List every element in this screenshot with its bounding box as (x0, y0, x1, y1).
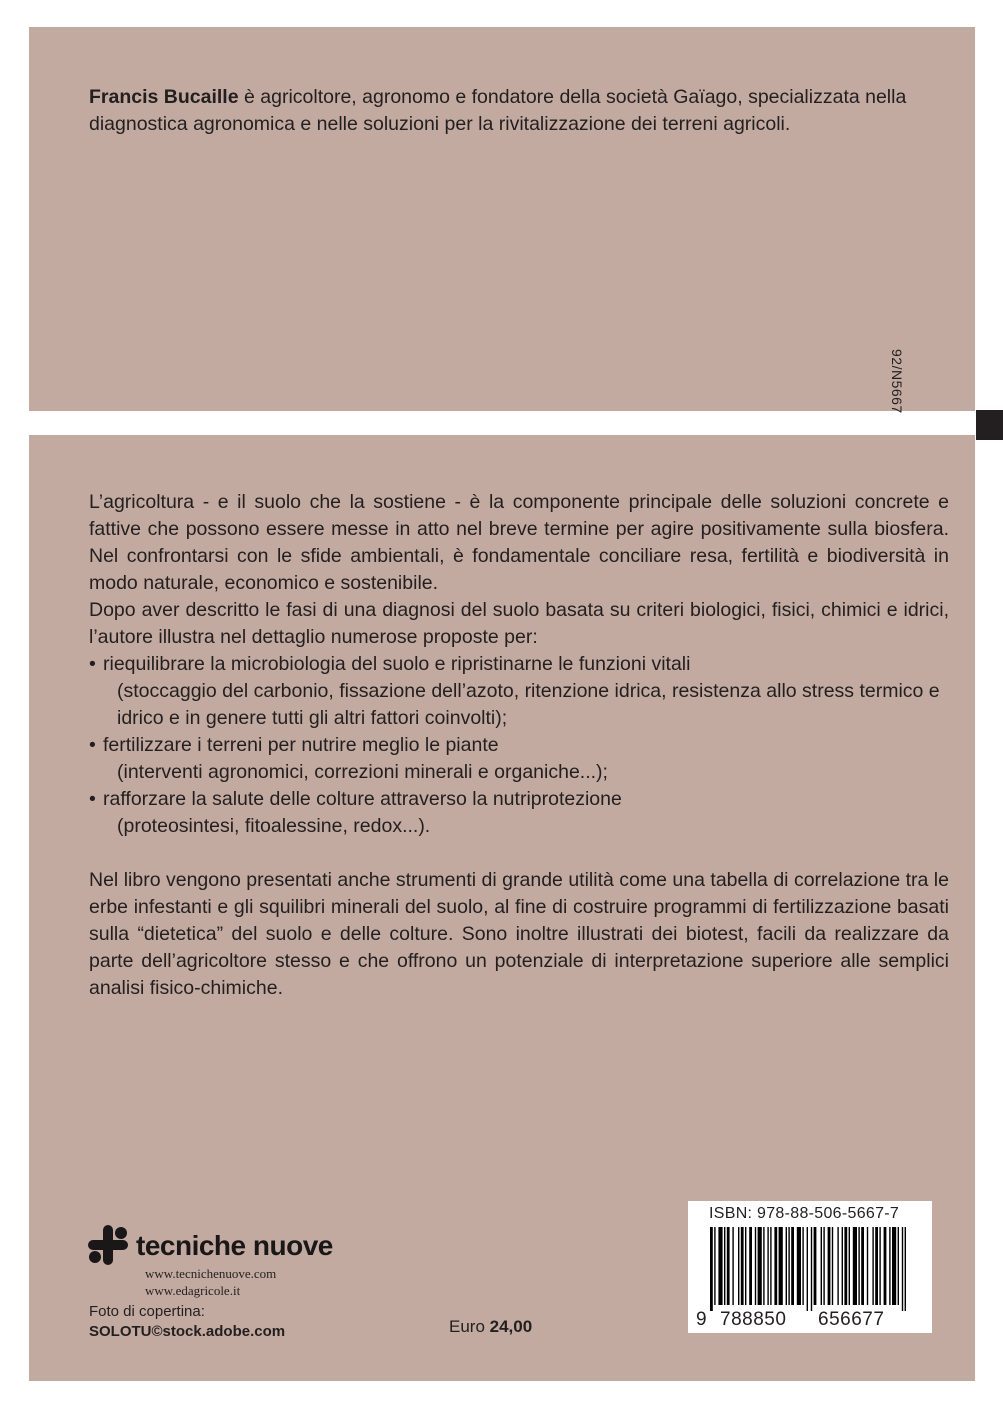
price-value: 24,00 (489, 1317, 533, 1336)
bullet-title: fertilizzare i terreni per nutrire meglio le piante (103, 734, 499, 756)
price-label: Euro (449, 1317, 490, 1336)
credits-source: SOLOTU©stock.adobe.com (89, 1323, 286, 1340)
publisher-url-1: www.tecnichenuove.com (145, 1266, 277, 1281)
bullet-detail: (proteosintesi, fitoalessine, redox...). (117, 815, 431, 837)
list-item (89, 732, 949, 786)
author-bio (89, 84, 929, 138)
description-paragraph-2: Dopo aver descritto le fasi di una diagnosi del suolo basata su criteri biologici, fisici, chimici e idrici, l’autore illustra nel dettaglio numerose proposte per: (89, 599, 949, 648)
bullet-icon: • (89, 734, 96, 756)
bullet-icon: • (89, 788, 96, 810)
list-item (89, 786, 949, 840)
publisher-url-2: www.edagricole.it (145, 1283, 241, 1298)
author-name: Francis Bucaille (89, 86, 239, 108)
barcode (688, 1201, 932, 1333)
barcode-first-digit: 9 (696, 1309, 708, 1330)
book-description (89, 489, 949, 1002)
photo-credits (89, 1302, 285, 1342)
barcode-right-digits: 656677 (818, 1309, 885, 1330)
author-panel (29, 27, 975, 411)
side-code: 92/N5667 (889, 349, 905, 414)
bullet-detail: (stoccaggio del carbonio, fissazione dell’azoto, ritenzione idrica, resistenza allo stress termico e idrico e in genere tutti gli altri fattori coinvolti); (117, 680, 940, 729)
barcode-bars (710, 1227, 910, 1311)
price (449, 1317, 532, 1337)
isbn-label: ISBN: 978-88-506-5667-7 (709, 1205, 900, 1222)
description-panel (29, 435, 975, 1381)
bullet-title: riequilibrare la microbiologia del suolo e ripristinarne le funzioni vitali (103, 653, 691, 675)
publisher-logo (86, 1223, 366, 1298)
description-paragraph-1: L’agricoltura - e il suolo che la sostiene - è la componente principale delle soluzioni concrete e fattive che possono essere messe in atto nel breve termine per agire positivamente sulla biosfera. Nel confrontarsi con le sfide ambientali, è fondamentale conciliare resa, fertilità e biodiversità in modo naturale, economico e sostenibile. (89, 491, 949, 594)
barcode-left-digits: 788850 (720, 1309, 787, 1330)
bullet-detail: (interventi agronomici, correzioni minerali e organiche...); (117, 761, 608, 783)
bullet-title: rafforzare la salute delle colture attraverso la nutriprotezione (103, 788, 622, 810)
publisher-mark-icon (86, 1223, 130, 1267)
edge-marker (976, 410, 1003, 440)
description-paragraph-3: Nel libro vengono presentati anche strumenti di grande utilità come una tabella di correlazione tra le erbe infestanti e gli squilibri minerali del suolo, al fine di costruire programmi di fertilizzazione basati sulla “dietetica” del suolo e delle colture. Sono inoltre illustrati dei biotest, facili da realizzare da parte dell’agricoltore stesso e che offrono un potenziale di interpretazione superiore alle semplici analisi fisico-chimiche. (89, 869, 949, 999)
bullet-icon: • (89, 653, 96, 675)
credits-label: Foto di copertina: (89, 1303, 205, 1320)
list-item (89, 651, 949, 732)
publisher-name: tecniche nuove (136, 1230, 333, 1261)
author-bio-text: è agricoltore, agronomo e fondatore della società Gaïago, specializzata nella diagnostica agronomica e nelle soluzioni per la rivitalizzazione dei terreni agricoli. (89, 86, 907, 135)
